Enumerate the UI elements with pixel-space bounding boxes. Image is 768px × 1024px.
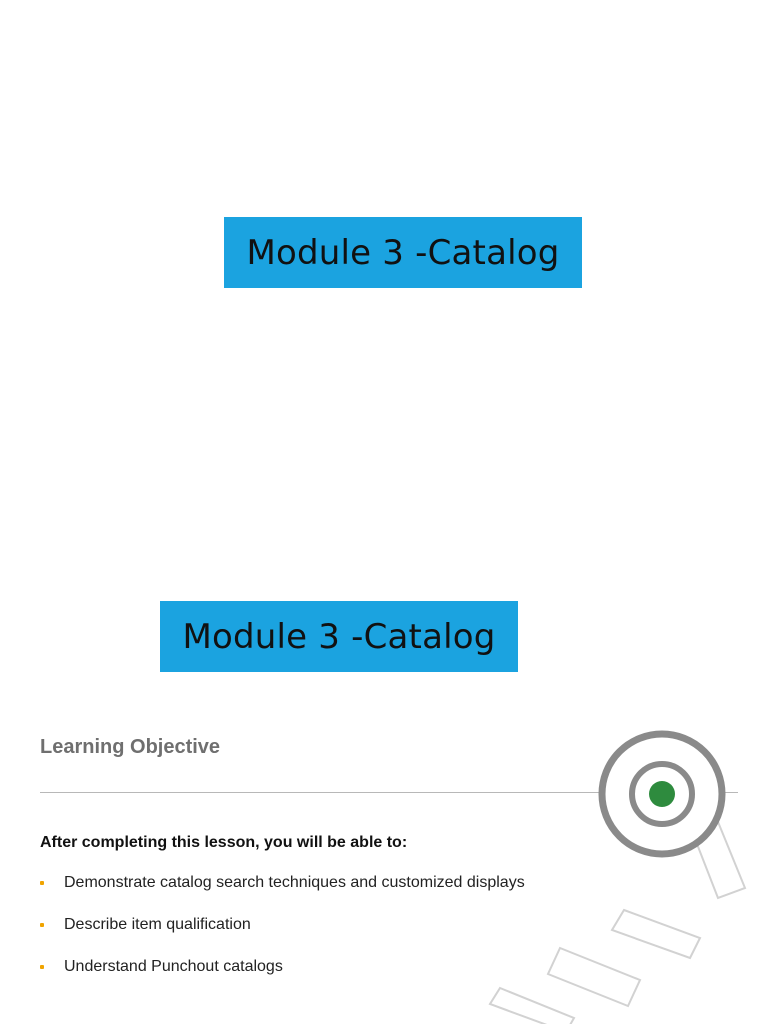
bullet-icon [40,965,44,969]
learning-objective-slide [0,712,768,1024]
objective-item [40,956,525,998]
objective-item [40,914,525,956]
objective-text: Describe item qualification [64,916,251,933]
bullet-icon [40,923,44,927]
objectives-list [40,872,525,998]
objective-text: Demonstrate catalog search techniques and customized displays [64,874,525,891]
module-title-top: Module 3 -Catalog [224,217,582,288]
bullet-icon [40,881,44,885]
objective-item [40,872,525,914]
slide-heading: Learning Objective [40,736,221,758]
module-title-bottom: Module 3 -Catalog [160,601,518,672]
objectives-intro: After completing this lesson, you will be able to: [40,834,408,851]
objective-text: Understand Punchout catalogs [64,958,283,975]
target-icon [594,726,730,862]
